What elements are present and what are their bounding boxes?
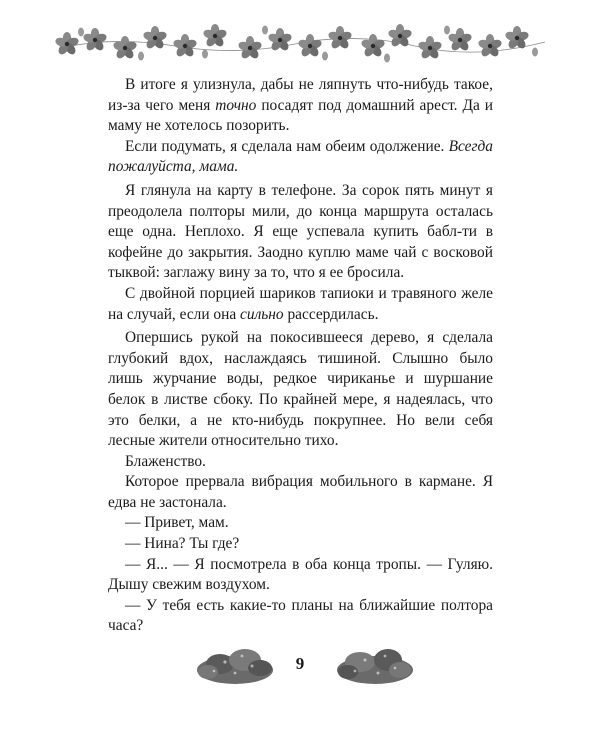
text-run: Я глянула на карту в телефоне. За сорок пять минут я преодолела полторы мили, до конца маршрута осталась еще одна. Неплохо. Я еще успевала купить бабл-ти в кофейне до закрытия. Заодно куплю маме чай с восковой тыквой: заглажу вину за то, что я ее бросила. xyxy=(108,181,493,282)
text-run: Опершись рукой на покосившееся дерево, я сделала глубокий вдох, наслаждаясь тишиной. Слышно было лишь журчание воды, редкое чириканье и шуршание белок в листве сбоку. По крайней мере, я надеялась, что это белки, а не кто-нибудь покрупнее. Но вели себя лесные жители относительно тихо. xyxy=(108,329,493,450)
page-number: 9 xyxy=(295,654,305,673)
text-run: С двойной порцией шариков тапиоки и травяного желе на случай, если она xyxy=(108,284,493,323)
emphasized-text: точно xyxy=(215,96,257,114)
body-text xyxy=(108,75,493,637)
paragraph xyxy=(108,472,493,513)
flower-branch-icon xyxy=(55,18,550,68)
text-run: — Нина? Ты где? xyxy=(125,535,240,553)
text-run: рассердилась. xyxy=(283,305,379,323)
header-flower-ornament xyxy=(55,18,550,68)
paragraph xyxy=(108,513,493,534)
text-run: Блаженство. xyxy=(125,452,206,470)
paragraph xyxy=(108,534,493,555)
paragraph xyxy=(108,328,493,452)
paragraph xyxy=(108,452,493,473)
paragraph xyxy=(108,137,493,178)
text-run: Если подумать, я сделала нам обеим одолжение. xyxy=(125,137,449,155)
text-run: — Привет, мам. xyxy=(125,514,229,532)
text-run: посадят под домашний арест. Да и маму не хотелось позорить. xyxy=(108,96,493,135)
paragraph xyxy=(108,75,493,137)
paragraph xyxy=(108,181,493,284)
paragraph xyxy=(108,284,493,325)
text-run: — Я... — Я посмотрела в оба конца тропы. — Гуляю. Дышу свежим воздухом. xyxy=(108,555,493,594)
emphasized-text: Всегда пожалуйста, мама. xyxy=(108,137,493,176)
text-run: — У тебя есть какие-то планы на ближайшие полтора часа? xyxy=(108,596,493,635)
paragraph xyxy=(108,596,493,637)
emphasized-text: сильно xyxy=(240,305,284,323)
paragraph xyxy=(108,555,493,596)
text-run: Которое прервала вибрация мобильного в кармане. Я едва не застонала. xyxy=(108,473,493,511)
text-run: В итоге я улизнула, дабы не ляпнуть что-нибудь такое, из-за чего меня xyxy=(108,76,493,114)
